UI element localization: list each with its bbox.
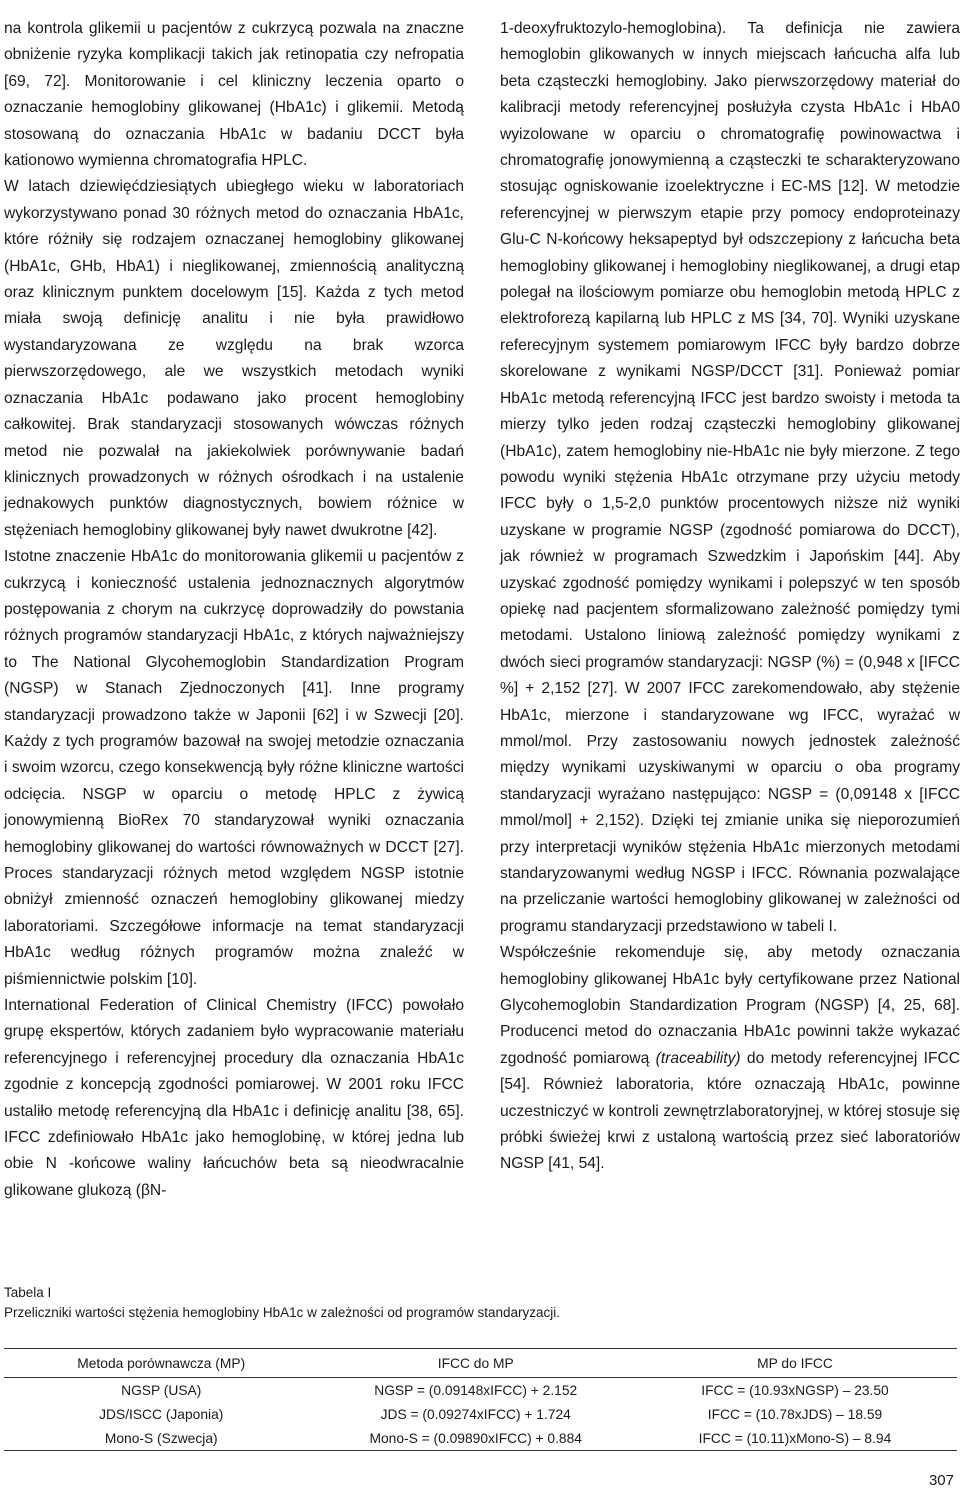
table-caption — [4, 1283, 944, 1323]
table-caption-text: Przeliczniki wartości stężenia hemoglobiny HbA1c w zależności od programów standaryzacji. — [4, 1305, 560, 1320]
page-number: 307 — [928, 1472, 954, 1489]
left-column — [4, 16, 464, 1204]
right-column — [500, 16, 960, 1178]
table-cell: IFCC = (10.11)xMono-S) – 8.94 — [698, 1430, 892, 1446]
table-cell: NGSP (USA) — [121, 1382, 202, 1398]
conversion-table — [4, 1348, 957, 1451]
table-cell: IFCC = (10.78xJDS) – 18.59 — [707, 1406, 883, 1422]
paragraph-text: do metody referencyjnej IFCC [54]. Również laboratoria, które oznaczają HbA1c, powinne uczestniczyć w kontroli zewnętrzlaboratoryjnej, w której stosuje się próbki świeżej krwi z ustaloną wartością przez sieć laboratoriów NGSP [41, 54]. — [500, 1049, 960, 1173]
table-row — [4, 1426, 957, 1451]
paragraph-text: Współcześnie rekomenduje się, aby metody oznaczania hemoglobiny glikowanej HbA1c były certyfikowane przez National Glycohemoglobin Standardization Program (NGSP) [4, 25, 68]. Producenci metod do oznaczania HbA1c powinni także wykazać zgodność pomiarową — [500, 944, 960, 1067]
table-row — [4, 1378, 957, 1403]
paragraph: 1-deoxyfruktozylo-hemoglobina). Ta definicja nie zawiera hemoglobin glikowanych w innych miejscach łańcucha alfa lub beta cząsteczki hemoglobiny. Jako pierwszorzędowy materiał do kalibracji metody referencyjnej posłużyła czysta HbA1c i HbA0 wyizolowane w oparciu o chromatografię powinowactwa i chromatografię jonowymienną a cząsteczki te scharakteryzowano stosując ogniskowanie izoelektryczne i EC-MS [12]. W metodzie referencyjnej w pierwszym etapie przy pomocy endoproteinazy Glu-C N-końcowy heksapeptyd był odszczepiony z łańcucha beta hemoglobiny glikowanej i hemoglobiny nieglikowanej, a drugi etap polegał na ilościowym pomiarze obu hemoglobin metodą HPLC z elektroforezą kapilarną lub HPLC z MS [34, 70]. Wyniki uzyskane referecyjnym systemem pomiarowym IFCC były bardzo dobrze skorelowane z wynikami NGSP/DCCT [31]. Ponieważ pomiar HbA1c metodą referencyjną IFCC jest bardzo swoisty i metoda ta mierzy tylko jeden rodzaj cząsteczki hemoglobiny glikowanej (HbA1c), zatem hemoglobiny nie-HbA1c nie były mierzone. Z tego powodu wyniki stężenia HbA1c otrzymane przy użyciu metody IFCC były o 1,5-2,0 punktów procentowych niższe niż wyniki uzyskane w programie NGSP (zgodność pomiarowa do DCCT), jak również w programach Szwedzkim i Japońskim [44]. Aby uzyskać zgodność pomiędzy wynikami i polepszyć w ten sposób opiekę nad pacjentem sformalizowano zależność pomiędzy tymi metodami. Ustalono liniową zależność pomiędzy wynikami z dwóch sieci programów standaryzacji: NGSP (%) = (0,948 x [IFCC %] + 2,152 [27]. W 2007 IFCC zarekomendowało, aby stężenie HbA1c, mierzone i standaryzowane wg IFCC, wyrażać w mmol/mol. Przy zastosowaniu nowych jednostek zależność między wynikami uzyskiwanymi w oparciu o oba programy standaryzacji wyrażano następująco: NGSP = (0,09148 x [IFCC mmol/mol] + 2,152). Dzięki tej zmianie unika się nieporozumień przy interpretacji wyników stężenia HbA1c mierzonych metodami standaryzowanymi według NGSP i IFCC. Równania pozwalające na przeliczanie wartości hemoglobiny glikowanej w zależności od programu standaryzacji przedstawiono w tabeli I. — [500, 20, 960, 935]
table-cell: Mono-S (Szwecja) — [104, 1430, 218, 1446]
table-header-row — [4, 1349, 957, 1378]
table-cell: Mono-S = (0.09890xIFCC) + 0.884 — [369, 1430, 582, 1446]
paragraph: International Federation of Clinical Chemistry (IFCC) powołało grupę ekspertów, których zadaniem było wypracowanie materiału referencyjnego i referencyjnej procedury dla oznaczania HbA1c zgodnie z koncepcją zgodności pomiarowej. W 2001 roku IFCC ustaliło metodę referencyjną dla HbA1c i definicję analitu [38, 65]. IFCC zdefiniowało HbA1c jako hemoglobinę, w której jedna lub obie N -końcowe waliny łańcuchów beta są nieodwracalnie glikowane glukozą (βN- — [4, 997, 464, 1199]
table-header: IFCC do MP — [437, 1355, 514, 1371]
table-cell: NGSP = (0.09148xIFCC) + 2.152 — [374, 1382, 578, 1398]
table-header: Metoda porównawcza (MP) — [77, 1355, 246, 1371]
table-header: MP do IFCC — [757, 1355, 833, 1371]
paragraph — [500, 940, 960, 1178]
table-cell: IFCC = (10.93xNGSP) – 23.50 — [701, 1382, 889, 1398]
table-row — [4, 1402, 957, 1426]
paragraph: W latach dziewięćdziesiątych ubiegłego wieku w laboratoriach wykorzystywano ponad 30 różnych metod do oznaczania HbA1c, które różniły się rodzajem oznaczanej hemoglobiny glikowanej (HbA1c, GHb, HbA1) i nieglikowanej, zmiennością analityczną oraz klinicznym punktem docelowym [15]. Każda z tych metod miała swoją definicję analitu i nie była prawidłowo wystandaryzowana ze względu na brak wzorca pierwszorzędowego, ale we wszystkich metodach wyniki oznaczania HbA1c podawano jako procent hemoglobiny całkowitej. Brak standaryzacji stosowanych wówczas różnych metod nie pozwalał na jakiekolwiek porównywanie badań klinicznych prowadzonych w różnych ośrodkach i na ustalenie jednakowych punktów diagnostycznych, bowiem różnice w stężeniach hemoglobiny glikowanej były nawet dwukrotne [42]. — [4, 178, 464, 539]
paragraph: na kontrola glikemii u pacjentów z cukrzycą pozwala na znaczne obniżenie ryzyka komplikacji takich jak retinopatia czy nefropatia [69, 72]. Monitorowanie i cel kliniczny leczenia oparto o oznaczanie hemoglobiny glikowanej (HbA1c) i glikemii. Metodą stosowaną do oznaczania HbA1c w badaniu DCCT była kationowo wymienna chromatografia HPLC. — [4, 20, 464, 170]
italic-term: (traceability) — [655, 1049, 741, 1067]
paragraph: Istotne znaczenie HbA1c do monitorowania glikemii u pacjentów z cukrzycą i konieczność ustalenia jednoznacznych algorytmów postępowania z chorym na cukrzycę doprowadziły do powstania różnych programów standaryzacji HbA1c, z których najważniejszy to The National Glycohemoglobin Standardization Program (NGSP) w Stanach Zjednoczonych [41]. Inne programy standaryzacji prowadzono także w Japonii [62] i w Szwecji [20]. Każdy z tych programów bazował na swojej metodzie oznaczania i swoim wzorcu, czego konsekwencją były różne kliniczne wartości odcięcia. NSGP w oparciu o metodę HPLC z żywicą jonowymienną BioRex 70 standaryzował wyniki oznaczania hemoglobiny glikowanej do wartości równoważnych w DCCT [27]. Proces standaryzacji różnych metod względem NGSP istotnie obniżył zmienność oznaczeń hemoglobiny glikowanej miedzy laboratoriami. Szczegółowe informacje na temat standaryzacji HbA1c według różnych programów można znaleźć w piśmiennictwie polskim [10]. — [4, 548, 464, 988]
table-cell: JDS = (0.09274xIFCC) + 1.724 — [380, 1406, 571, 1422]
table-cell: JDS/ISCC (Japonia) — [99, 1406, 224, 1422]
table-label: Tabela I — [4, 1285, 52, 1300]
